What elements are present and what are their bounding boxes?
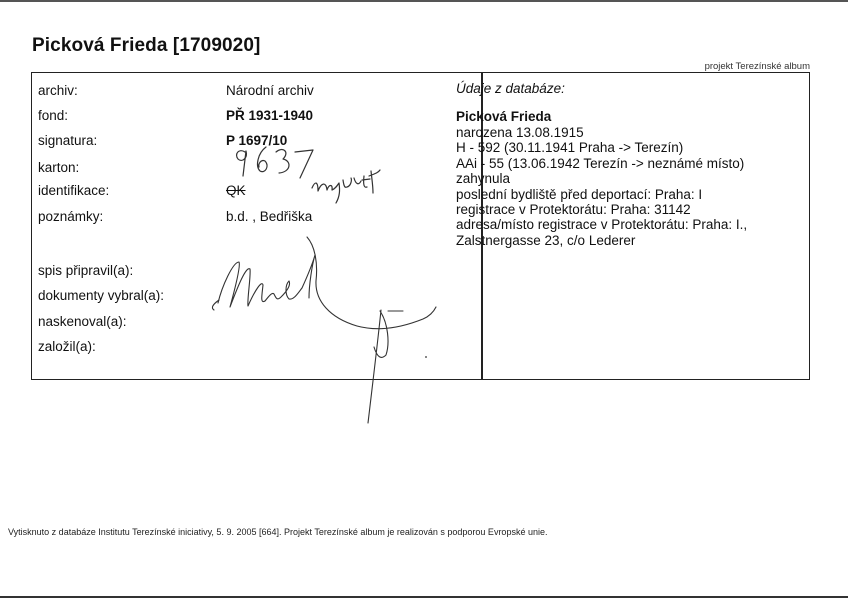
database-line: Zalstnergasse 23, c/o Lederer: [456, 232, 636, 248]
row-dokumenty: [38, 288, 226, 304]
poznamky-value: b.d. , Bedřiška: [226, 209, 313, 224]
database-line: AAi - 55 (13.06.1942 Terezín -> neznámé místo): [456, 155, 745, 171]
zalozil-label: založil(a):: [38, 339, 96, 354]
database-panel: [456, 81, 814, 248]
archiv-value: Národní archiv: [226, 83, 314, 98]
row-zalozil: [38, 339, 226, 355]
footer-note: Vytisknuto z databáze Institutu Terezínské iniciativy, 5. 9. 2005 [664]. Projekt Terezínské album je realizován s podporou Evropské unie.: [8, 527, 548, 537]
karton-label: karton:: [38, 160, 80, 175]
row-karton: [38, 160, 226, 176]
spis-label: spis připravil(a):: [38, 263, 134, 278]
document-title: Picková Frieda [1709020]: [32, 35, 261, 56]
signatura-label: signatura:: [38, 133, 98, 148]
row-spis: [38, 263, 226, 279]
poznamky-label: poznámky:: [38, 209, 104, 224]
row-poznamky: [38, 209, 312, 225]
database-line: poslední bydliště před deportací: Praha: I: [456, 186, 703, 202]
record-card: [31, 72, 810, 380]
dokumenty-label: dokumenty vybral(a):: [38, 288, 165, 303]
archiv-label: archiv:: [38, 83, 78, 98]
row-naskenoval: [38, 314, 226, 330]
page-top-edge: [0, 0, 848, 2]
identifikace-label: identifikace:: [38, 183, 110, 198]
row-fond: [38, 108, 313, 124]
signatura-value: P 1697/10: [226, 133, 288, 148]
database-person-name: Picková Frieda: [456, 109, 552, 124]
project-label: projekt Terezínské album: [704, 61, 810, 72]
database-line: narozena 13.08.1915: [456, 125, 584, 140]
database-line: registrace v Protektorátu: Praha: 31142: [456, 202, 691, 218]
fond-label: fond:: [38, 108, 69, 123]
database-line: adresa/místo registrace v Protektorátu: Praha: I.,: [456, 217, 748, 233]
row-identifikace: [38, 183, 246, 199]
database-header: Údaje z databáze:: [456, 81, 565, 96]
database-line: H - 592 (30.11.1941 Praha -> Terezín): [456, 140, 684, 156]
naskenoval-label: naskenoval(a):: [38, 314, 127, 329]
identifikace-value: QK: [226, 183, 246, 198]
row-archiv: [38, 83, 314, 99]
row-signatura: [38, 133, 287, 149]
database-line: zahynula: [456, 171, 511, 187]
fond-value: PŘ 1931-1940: [226, 108, 314, 123]
